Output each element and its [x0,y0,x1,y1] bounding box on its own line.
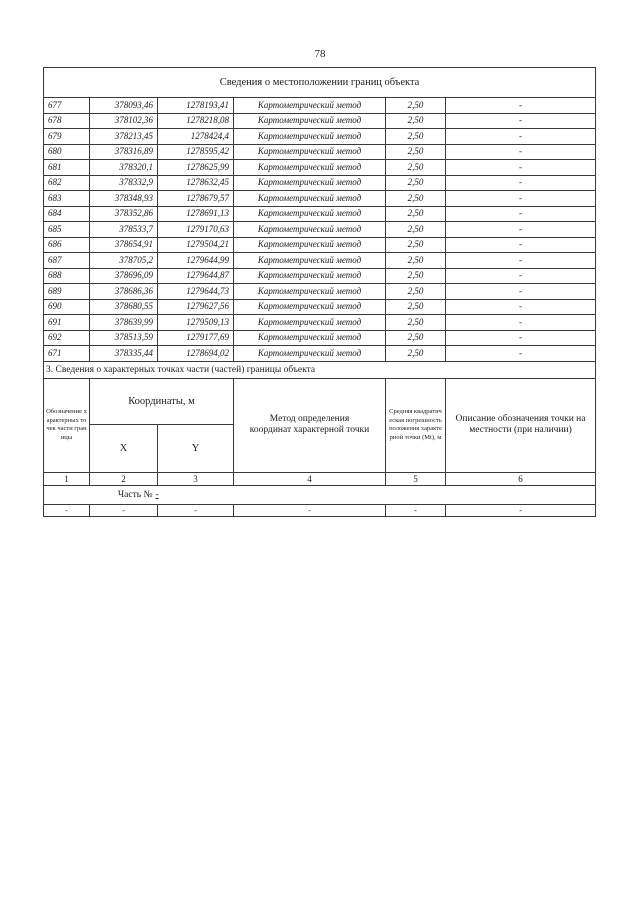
description-cell: - [446,330,596,346]
coordinate-y: 1279644,73 [158,284,234,300]
coordinate-x: 378513,59 [90,330,158,346]
part-label: Часть № [118,489,153,500]
mean-error-cell: 2,50 [386,330,446,346]
point-row [44,268,596,284]
method-cell: Картометрический метод [234,144,386,160]
mean-error-cell: 2,50 [386,144,446,160]
description-cell: - [446,144,596,160]
method-cell: Картометрический метод [234,268,386,284]
point-row [44,222,596,238]
mean-error-cell: 2,50 [386,299,446,315]
method-cell: Картометрический метод [234,284,386,300]
part-row [44,485,596,504]
coordinate-y: 1278632,45 [158,175,234,191]
mean-error-cell: 2,50 [386,253,446,269]
header-point-designation: Обозначение характерных точек части границы [44,378,90,472]
point-number: 691 [44,315,90,331]
column-number-row [44,472,596,485]
header-method: Метод определения координат характерной точки [234,378,386,472]
point-number: 677 [44,98,90,114]
point-row [44,284,596,300]
mean-error-cell: 2,50 [386,206,446,222]
empty-cell: - [234,504,386,516]
point-number: 688 [44,268,90,284]
column-number: 4 [234,472,386,485]
coordinate-x: 378696,09 [90,268,158,284]
coordinate-y: 1279644,99 [158,253,234,269]
point-number: 671 [44,346,90,362]
empty-cell: - [90,504,158,516]
description-cell: - [446,268,596,284]
point-number: 685 [44,222,90,238]
description-cell: - [446,237,596,253]
coordinate-y: 1278218,08 [158,113,234,129]
coordinate-x: 378320,1 [90,160,158,176]
method-cell: Картометрический метод [234,299,386,315]
point-number: 687 [44,253,90,269]
method-cell: Картометрический метод [234,160,386,176]
mean-error-cell: 2,50 [386,113,446,129]
page-number: 78 [314,48,326,60]
description-cell: - [446,346,596,362]
coordinate-x: 378705,2 [90,253,158,269]
mean-error-cell: 2,50 [386,98,446,114]
point-row [44,330,596,346]
section-2-title: Сведения о местоположении границ объекта [44,68,596,98]
method-cell: Картометрический метод [234,237,386,253]
coordinate-x: 378533,7 [90,222,158,238]
coordinate-y: 1278625,99 [158,160,234,176]
coordinate-y: 1278424,4 [158,129,234,145]
section-2-title-row [44,68,596,98]
point-number: 686 [44,237,90,253]
description-cell: - [446,299,596,315]
description-cell: - [446,253,596,269]
mean-error-cell: 2,50 [386,191,446,207]
description-cell: - [446,191,596,207]
header-x: X [90,424,158,472]
coordinate-x: 378102,36 [90,113,158,129]
method-cell: Картометрический метод [234,222,386,238]
coordinate-x: 378213,45 [90,129,158,145]
coordinate-x: 378639,99 [90,315,158,331]
part-value: - [155,489,159,500]
mean-error-cell: 2,50 [386,129,446,145]
coordinate-x: 378680,55 [90,299,158,315]
method-cell: Картометрический метод [234,191,386,207]
section-3-title: 3. Сведения о характерных точках части (частей) границы объекта [44,361,596,378]
point-row [44,113,596,129]
mean-error-cell: 2,50 [386,175,446,191]
method-cell: Картометрический метод [234,315,386,331]
coordinate-x: 378335,44 [90,346,158,362]
description-cell: - [446,175,596,191]
mean-error-cell: 2,50 [386,222,446,238]
point-row [44,160,596,176]
point-number: 680 [44,144,90,160]
coordinate-y: 1279509,13 [158,315,234,331]
coordinate-x: 378348,93 [90,191,158,207]
description-cell: - [446,284,596,300]
header-description: Описание обозначения точки на местности (при наличии) [446,378,596,472]
description-cell: - [446,160,596,176]
column-number: 2 [90,472,158,485]
method-cell: Картометрический метод [234,129,386,145]
header-coordinates: Координаты, м [90,378,234,424]
method-cell: Картометрический метод [234,346,386,362]
column-number: 6 [446,472,596,485]
description-cell: - [446,315,596,331]
point-row [44,237,596,253]
point-number: 684 [44,206,90,222]
point-row [44,191,596,207]
mean-error-cell: 2,50 [386,315,446,331]
header-mean-error: Средняя квадратическая погрешность положения характерной точки (Мt), м [386,378,446,472]
coordinate-x: 378332,9 [90,175,158,191]
section-3-title-row [44,361,596,378]
coordinate-x: 378093,46 [90,98,158,114]
column-number: 3 [158,472,234,485]
header-y: Y [158,424,234,472]
description-cell: - [446,98,596,114]
point-number: 679 [44,129,90,145]
point-number: 689 [44,284,90,300]
description-cell: - [446,129,596,145]
point-row [44,98,596,114]
coordinate-x: 378352,86 [90,206,158,222]
point-row [44,206,596,222]
mean-error-cell: 2,50 [386,160,446,176]
point-row [44,315,596,331]
coordinate-y: 1279644,87 [158,268,234,284]
empty-point-row [44,504,596,516]
empty-cell: - [44,504,90,516]
point-number: 682 [44,175,90,191]
coordinate-x: 378654,91 [90,237,158,253]
point-row [44,175,596,191]
boundary-table-body [44,68,596,517]
mean-error-cell: 2,50 [386,268,446,284]
mean-error-cell: 2,50 [386,284,446,300]
coordinate-y: 1279627,56 [158,299,234,315]
method-cell: Картометрический метод [234,206,386,222]
coordinate-y: 1279177,69 [158,330,234,346]
description-cell: - [446,206,596,222]
coordinate-x: 378686,36 [90,284,158,300]
coordinate-y: 1279170,63 [158,222,234,238]
point-number: 681 [44,160,90,176]
header-row-top [44,378,596,424]
coordinate-y: 1278193,41 [158,98,234,114]
point-number: 690 [44,299,90,315]
coordinate-y: 1278691,13 [158,206,234,222]
method-cell: Картометрический метод [234,330,386,346]
method-cell: Картометрический метод [234,113,386,129]
point-row [44,253,596,269]
coordinate-y: 1278694,02 [158,346,234,362]
mean-error-cell: 2,50 [386,346,446,362]
point-number: 683 [44,191,90,207]
point-row [44,144,596,160]
description-cell: - [446,222,596,238]
boundary-table [43,67,596,517]
point-number: 678 [44,113,90,129]
column-number: 5 [386,472,446,485]
point-row [44,346,596,362]
point-row [44,129,596,145]
column-number: 1 [44,472,90,485]
part-label-cell [44,485,596,504]
coordinate-y: 1278595,42 [158,144,234,160]
coordinate-y: 1279504,21 [158,237,234,253]
method-cell: Картометрический метод [234,98,386,114]
coordinate-y: 1278679,57 [158,191,234,207]
empty-cell: - [158,504,234,516]
empty-cell: - [386,504,446,516]
point-number: 692 [44,330,90,346]
method-cell: Картометрический метод [234,175,386,191]
point-row [44,299,596,315]
method-cell: Картометрический метод [234,253,386,269]
mean-error-cell: 2,50 [386,237,446,253]
coordinate-x: 378316,89 [90,144,158,160]
description-cell: - [446,113,596,129]
empty-cell: - [446,504,596,516]
